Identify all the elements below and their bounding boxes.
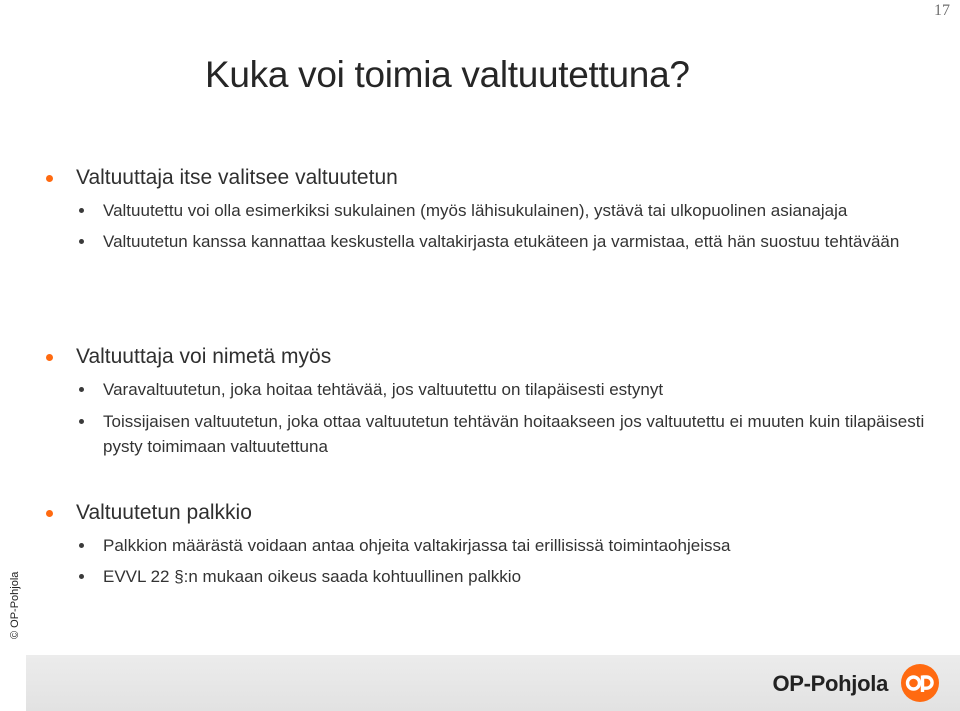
heading-text: Valtuuttaja itse valitsee valtuutetun [76, 166, 398, 189]
list-item-text: Toissijaisen valtuutetun, joka ottaa valtuutetun tehtävän hoitaakseen jos valtuutettu ei muuten kuin tilapäisesti pysty toimimaan valtuutettuna [103, 412, 925, 456]
page-number: 17 [934, 2, 950, 19]
list-item-text: Varavaltuutetun, joka hoitaa tehtävää, jos valtuutettu on tilapäisesti estynyt [103, 380, 664, 399]
list-item [46, 229, 926, 254]
section-valtuuttaja-valitsee [46, 164, 926, 254]
list-item-text: Valtuutettu voi olla esimerkiksi sukulainen (myös lähisukulainen), ystävä tai ulkopuolinen asianajaja [103, 201, 848, 220]
section-palkkio [46, 499, 926, 589]
bullet-icon [79, 419, 84, 424]
list-item-text: Palkkion määrästä voidaan antaa ohjeita valtakirjassa tai erillisissä toimintaohjeissa [103, 536, 731, 555]
orange-bullet-icon [46, 510, 53, 517]
section-heading [46, 499, 926, 527]
copyright-notice: © OP-Pohjola [9, 571, 21, 639]
section-heading [46, 164, 926, 192]
bullet-icon [79, 239, 84, 244]
list-item [46, 377, 926, 402]
list-item-text: EVVL 22 §:n mukaan oikeus saada kohtuullinen palkkio [103, 567, 522, 586]
list-item-text: Valtuutetun kanssa kannattaa keskustella valtakirjasta etukäteen ja varmistaa, että hän suostuu tehtävään [103, 232, 900, 251]
op-logo-icon [900, 663, 940, 703]
list-item [46, 533, 926, 558]
list-item [46, 198, 926, 223]
bullet-icon [79, 574, 84, 579]
bullet-icon [79, 208, 84, 213]
section-valtuuttaja-nimeaa [46, 343, 926, 459]
bullet-icon [79, 387, 84, 392]
orange-bullet-icon [46, 175, 53, 182]
heading-text: Valtuutetun palkkio [76, 501, 252, 524]
page-title: Kuka voi toimia valtuutettuna? [205, 54, 690, 95]
list-item [46, 564, 926, 589]
brand-name: OP-Pohjola [772, 671, 888, 696]
section-heading [46, 343, 926, 371]
footer-bar [26, 655, 960, 711]
orange-bullet-icon [46, 354, 53, 361]
heading-text: Valtuuttaja voi nimetä myös [76, 345, 332, 368]
bullet-icon [79, 543, 84, 548]
list-item [46, 409, 926, 459]
